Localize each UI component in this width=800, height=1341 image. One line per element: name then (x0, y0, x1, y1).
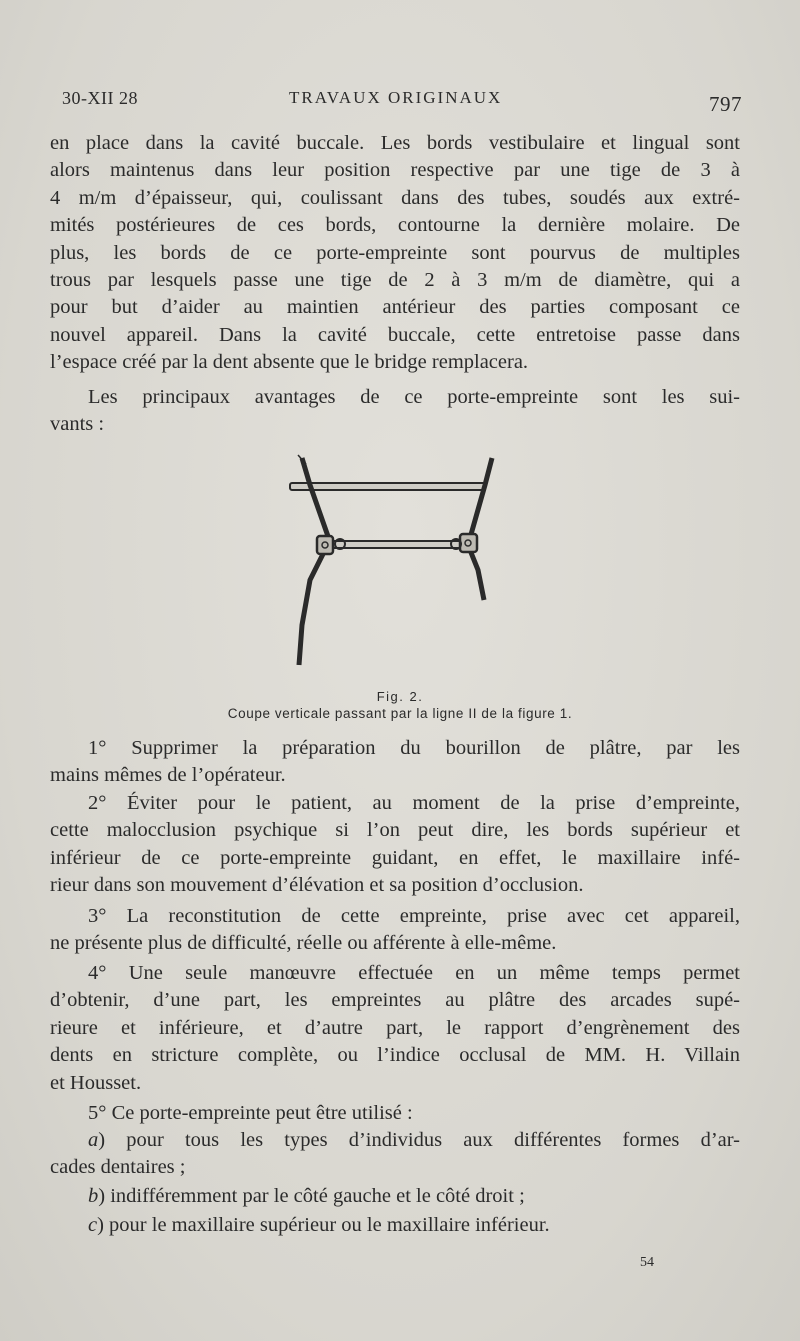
text-line: vants : (50, 413, 105, 436)
middle-rod (332, 541, 467, 548)
right-lower-bar (470, 550, 484, 600)
text-line: mains mêmes de l’opérateur. (50, 764, 286, 787)
header-title: TRAVAUX ORIGINAUX (289, 88, 503, 107)
text-line: Les principaux avantages de ce porte-empreinte sont les sui- (88, 386, 740, 408)
page-number: 797 (709, 92, 742, 116)
text-line: en place dans la cavité buccale. Les bords vestibulaire et lingual sont (50, 132, 740, 154)
advantage-4 (50, 960, 740, 1097)
right-upper-bar (470, 458, 492, 538)
text-line: plus, les bords de ce porte-empreinte sont pourvus de multiples (50, 241, 740, 264)
item-text: ) pour le maxillaire supérieur ou le maxillaire inférieur. (97, 1214, 550, 1236)
sub-item-a (50, 1127, 740, 1182)
advantage-5 (50, 1100, 740, 1127)
text-line: d’obtenir, d’une part, les empreintes au plâtre des arcades supé- (50, 989, 740, 1012)
text-line: mités postérieures de ces bords, contourne la dernière molaire. De (50, 214, 740, 237)
text-line: inférieur de ce porte-empreinte guidant, en effet, le maxillaire infé- (50, 846, 740, 869)
text-line (50, 1127, 740, 1154)
sub-item-c (50, 1212, 740, 1239)
text-line: cette malocclusion psychique si l’on peut dire, les bords supérieur et (50, 819, 740, 842)
advantage-3 (50, 903, 740, 958)
text-line: pour but d’aider au maintien antérieur des parties composant ce (50, 296, 740, 319)
text-line: nouvel appareil. Dans la cavité buccale, cette entretoise passe dans (50, 323, 740, 346)
printer-signature: 54 (640, 1255, 654, 1270)
text-line: rieure et inférieure, et d’autre part, le rapport d’engrènement des (50, 1016, 740, 1039)
figure-2-diagram (280, 450, 510, 680)
text-line: ne présente plus de difficulté, réelle ou afférente à elle-même. (50, 932, 557, 955)
left-tube (317, 536, 333, 554)
upper-rod (290, 483, 485, 490)
item-text: ) indifféremment par le côté gauche et le côté droit ; (98, 1185, 525, 1207)
text-line: et Housset. (50, 1071, 142, 1094)
text-line: l’espace créé par la dent absente que le bridge remplacera. (50, 351, 529, 374)
item-letter: a (88, 1129, 99, 1151)
paragraph-advantages (50, 384, 740, 439)
advantage-2 (50, 790, 740, 900)
advantage-1 (50, 735, 740, 790)
text-line: 4 m/m d’épaisseur, qui, coulissant dans des tubes, soudés aux extré- (50, 186, 740, 209)
paragraph-intro (50, 130, 740, 377)
left-upper-bar (302, 458, 330, 542)
text-line: 4° Une seule manœuvre effectuée en un même temps permet (88, 962, 740, 984)
figure-caption: Coupe verticale passant par la ligne II de la figure 1. (227, 706, 573, 721)
text-line: rieur dans son mouvement d’élévation et sa position d’occlusion. (50, 874, 584, 897)
header-date: 30-XII 28 (62, 88, 138, 108)
figure-number: Fig. 2. (376, 689, 424, 704)
text-line: trous par lesquels passe une tige de 2 à 3 m/m de diamètre, qui a (50, 269, 740, 292)
text-line: dents en stricture complète, ou l’indice occlusal de MM. H. Villain (50, 1044, 740, 1067)
text-line: 2° Éviter pour le patient, au moment de la prise d’empreinte, (88, 792, 740, 814)
text-line: alors maintenus dans leur position respective par une tige de 3 à (50, 159, 740, 182)
right-tube (460, 534, 477, 552)
item-letter: c (88, 1214, 98, 1236)
running-header (62, 88, 742, 118)
item-letter: b (88, 1185, 99, 1207)
text-line: 1° Supprimer la préparation du bourillon de plâtre, par les (88, 737, 740, 759)
text-line (50, 1183, 740, 1210)
text-line: 5° Ce porte-empreinte peut être utilisé : (88, 1102, 413, 1124)
text-line: 3° La reconstitution de cette empreinte, prise avec cet appareil, (88, 905, 740, 927)
text-line: cades dentaires ; (50, 1156, 186, 1179)
left-lower-bar (299, 550, 325, 665)
text-line (50, 1212, 740, 1239)
item-text: ) pour tous les types d’individus aux différentes formes d’ar- (98, 1129, 740, 1151)
sub-item-b (50, 1183, 740, 1210)
